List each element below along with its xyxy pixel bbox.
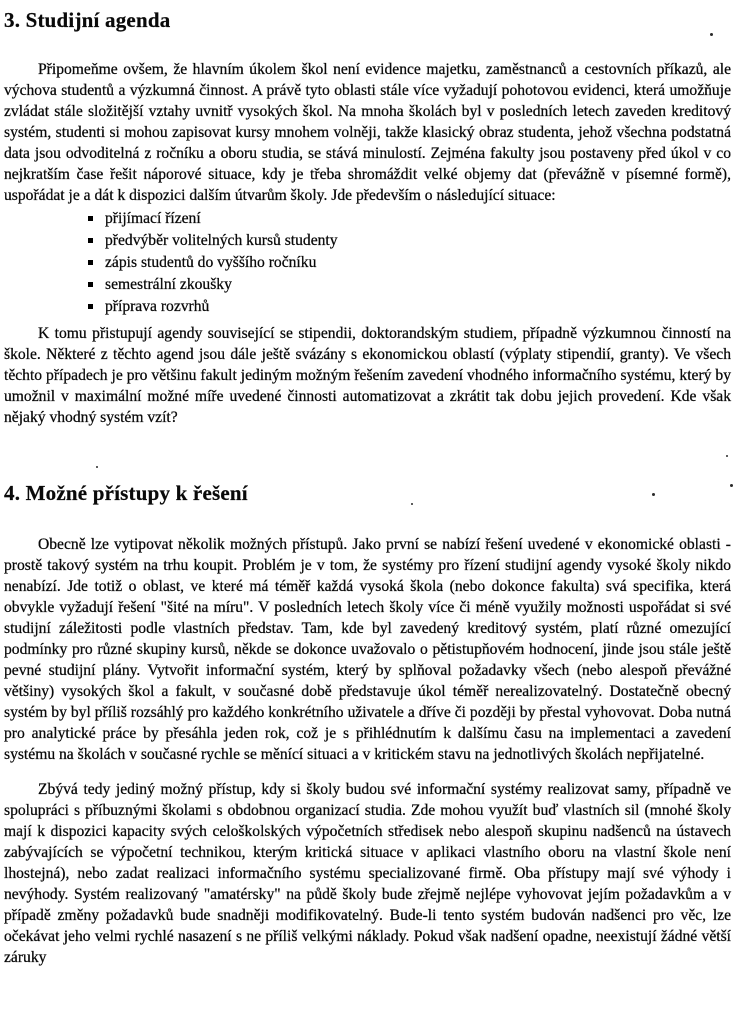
- list-item-zapis-studentu: zápis studentů do vyššího ročníku: [88, 252, 731, 274]
- list-item-semestralni-zkousky: semestrální zkoušky: [88, 274, 731, 296]
- scan-speck: [411, 503, 413, 505]
- scan-speck: [730, 484, 733, 487]
- scan-speck: [710, 33, 713, 36]
- list-item-priprava-rozvrhu: příprava rozvrhů: [88, 296, 731, 318]
- scan-speck: [96, 466, 98, 468]
- scan-speck: [726, 455, 728, 457]
- list-item-prijimaci-rizeni: přijímací řízení: [88, 208, 731, 230]
- list-item-predvyber-kursu: předvýběr volitelných kursů studenty: [88, 230, 731, 252]
- section-3-paragraph-1: Připomeňme ovšem, že hlavním úkolem škol není evidence majetku, zaměstnanců a cestovních příkazů, ale výchova studentů a výzkumná činnost. A právě tyto oblasti stále více vyžadují pohotovou evidenci, která umožňuje zvládat stále složitější vztahy uvnitř vysokých škol. Na mnoha školách byl v posledních letech zaveden kreditový systém, studenti si mohou zapisovat kursy mnohem volněji, takže klasický obraz studenta, jehož všechna podstatná data jsou odvoditelná z ročníku a oboru studia, se stává minulostí. Zejména fakulty jsou postaveny před úkol v co nejkratším čase řešit náporové situace, kdy je třeba shromáždit velké objemy dat (převážně v písemné formě), uspořádat je a dát k dispozici dalším útvarům školy. Jde především o následující situace:: [4, 61, 731, 204]
- scan-speck: [652, 493, 655, 496]
- section-4-heading: 4. Možné přístupy k řešení: [4, 481, 248, 505]
- section-3-heading: 3. Studijní agenda: [4, 8, 171, 32]
- section-4-paragraph-2: Zbývá tedy jediný možný přístup, kdy si školy budou své informační systémy realizovat samy, případně ve spolupráci s příbuznými školami s obdobnou organizací studia. Zde mohou využít buď vlastních sil (mnohé školy mají k dispozici kapacity svých celoškolských výpočetních středisek nebo alespoň skupinu nadšenců na ústavech zabývajících se výpočetní technikou, kterým kritická situace v aplikaci vlastního oboru na vlastní škole není lhostejná), nebo zadat realizaci informačního systému specializované firmě. Oba přístupy mají své výhody i nevýhody. Systém realizovaný "amatérsky" na půdě školy bude zřejmě nejlépe vyhovovat jejím požadavkům a v případě změny požadavků bude snadněji modifikovatelný. Bude-li tento systém budován nadšenci pro věc, lze očekávat jeho velmi rychlé nasazení s ne příliš velkými náklady. Pokud však nadšení opadne, neexistují žádné větší záruky: [4, 781, 731, 966]
- section-4-paragraph-1: Obecně lze vytipovat několik možných přístupů. Jako první se nabízí řešení uvedené v ekonomické oblasti - prostě takový systém na trhu koupit. Problém je v tom, že systémy pro řízení studijní agendy vysoké školy nikdo nenabízí. Jde totiž o oblast, ve které má téměř každá vysoká škola (nebo dokonce fakulta) svá specifika, která obvykle vyžadují řešení "šité na míru". V posledních letech školy více či méně využily možnosti uspořádat si své studijní záležitosti podle vlastních představ. Tam, kde byl zavedený kreditový systém, platí různé omezující podmínky pro různé skupiny kursů, někde se dokonce uvažovalo o pětistupňovém hodnocení, jinde jsou stále ještě pevné studijní plány. Vytvořit informační systém, který by splňoval požadavky všech (nebo alespoň převážné většiny) vysokých škol a fakult, v současné době představuje úkol téměř nerealizovatelný. Dostatečně obecný systém by byl příliš rozsáhlý pro každého konkrétního uživatele a dříve či později by přestal vyhovovat. Doba nutná pro analytické práce by přesáhla jeden rok, což je s přihlédnutím k dalšímu času na implementaci a zavedení systému na školách v současné rychle se měnící situaci a v kritickém stavu na jednotlivých školách nepřijatelné.: [4, 536, 731, 763]
- section-3-paragraph-2: K tomu přistupují agendy související se stipendii, doktorandským studiem, případně výzkumnou činností na škole. Některé z těchto agend jsou dále ještě svázány s ekonomickou oblastí (výplaty stipendií, granty). Ve všech těchto případech je pro většinu fakult jediným možným řešením zavedení vhodného informačního systému, který by umožnil v maximální možné míře uvedené činnosti automatizovat a zkrátit tak dobu jejich provedení. Kde však nějaký vhodný systém vzít?: [4, 325, 731, 426]
- study-agenda-bullet-list: [4, 208, 731, 318]
